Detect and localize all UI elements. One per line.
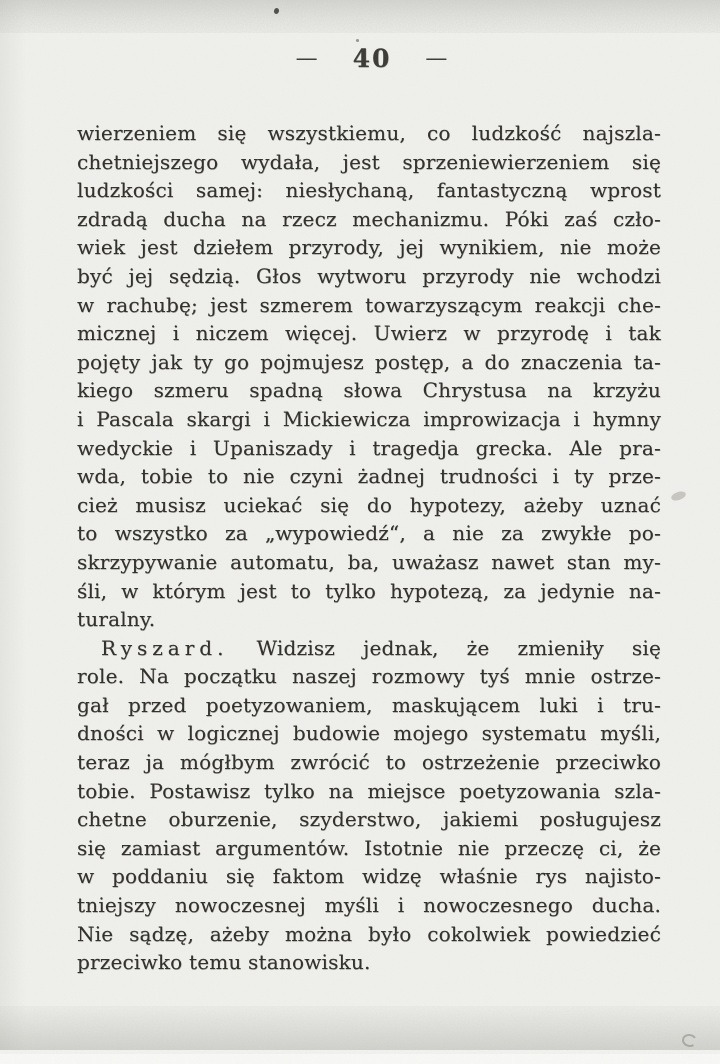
header-dash-right: —	[425, 46, 449, 71]
text-line: micznej i niczem więcej. Uwierz w przyrodę i tak	[77, 321, 661, 346]
text-line: wierzeniem się wszystkiemu, co ludzkość najszla-	[77, 121, 661, 145]
text-line: ludzkości samej: niesłychaną, fantastyczną wprost	[77, 178, 661, 203]
ink-speck	[356, 39, 359, 42]
text-line: wda, tobie to nie czyni żadnej trudności i ty prze-	[77, 464, 661, 489]
body-text	[77, 119, 661, 977]
text-line: role. Na początku naszej rozmowy tyś mnie ostrze-	[77, 664, 661, 689]
text-line: zdradą ducha na rzecz mechanizmu. Póki zaś czło-	[77, 206, 661, 231]
text-line: się zamiast argumentów. Istotnie nie przeczę ci, że	[77, 835, 661, 860]
text-line: w rachubę; jest szmerem towarzyszącym reakcji che-	[77, 292, 661, 317]
ink-speck	[273, 7, 279, 14]
text-line: teraz ja mógłbym zwrócić to ostrzeżenie przeciwko	[77, 750, 661, 775]
text-line: gał przed poetyzowaniem, maskującem luki i tru-	[77, 692, 661, 717]
scan-mark	[681, 1033, 698, 1049]
text-line: śli, w którym jest to tylko hypotezą, za jedynie na-	[77, 578, 661, 603]
scan-top-edge-shading	[0, 0, 720, 34]
text-line: Nie sądzę, ażeby można było cokolwiek powiedzieć	[77, 921, 661, 946]
text-line: wedyckie i Upaniszady i tragedja grecka. Ale pra-	[77, 435, 661, 460]
text-line: przeciwko temu stanowisku.	[77, 950, 371, 975]
scan-bottom-band-shading	[0, 1008, 720, 1050]
text-line: skrzypywanie automatu, ba, uważasz nawet stan my-	[77, 549, 661, 574]
paragraph	[77, 119, 661, 634]
text-line: kiego szmeru spadną słowa Chrystusa na krzyżu	[77, 378, 661, 403]
text-line: turalny.	[77, 607, 156, 632]
text-line: w poddaniu się faktom widzę właśnie rys najisto-	[77, 864, 661, 889]
page-header	[12, 44, 720, 73]
page-number: 40	[352, 44, 392, 73]
speaker-name: Ryszard.	[101, 635, 229, 660]
header-dash-left: —	[295, 46, 319, 71]
text-line: Ryszard. Widzisz jednak, że zmieniły się	[101, 635, 661, 660]
text-line: tobie. Postawisz tylko na miejsce poetyzowania szla-	[77, 778, 661, 803]
text-line: chetne oburzenie, szyderstwo, jakiemi posługujesz	[77, 807, 661, 832]
text-line: być jej sędzią. Głos wytworu przyrody nie wchodzi	[77, 263, 661, 288]
scan-left-edge-shading	[0, 0, 26, 1064]
text-line: chetniejszego wydała, jest sprzeniewierzeniem się	[77, 149, 661, 174]
text-line: i Pascala skargi i Mickiewicza improwizacja i hymny	[77, 406, 661, 431]
paragraph	[77, 634, 661, 977]
text-line: to wszystko za „wypowiedź“, a nie za zwykłe po-	[77, 521, 661, 546]
scan-bottom-edge-strip	[0, 1050, 720, 1064]
text-line: tniejszy nowoczesnej myśli i nowoczesnego ducha.	[77, 893, 661, 918]
text-line: wiek jest dziełem przyrody, jej wynikiem, nie może	[77, 235, 661, 260]
ink-smudge	[670, 490, 687, 502]
text-line: pojęty jak ty go pojmujesz postęp, a do znaczenia ta-	[77, 349, 661, 374]
text-line: dności w logicznej budowie mojego systematu myśli,	[77, 721, 661, 746]
text-line: cież musisz uciekać się do hypotezy, ażeby uznać	[77, 492, 661, 517]
